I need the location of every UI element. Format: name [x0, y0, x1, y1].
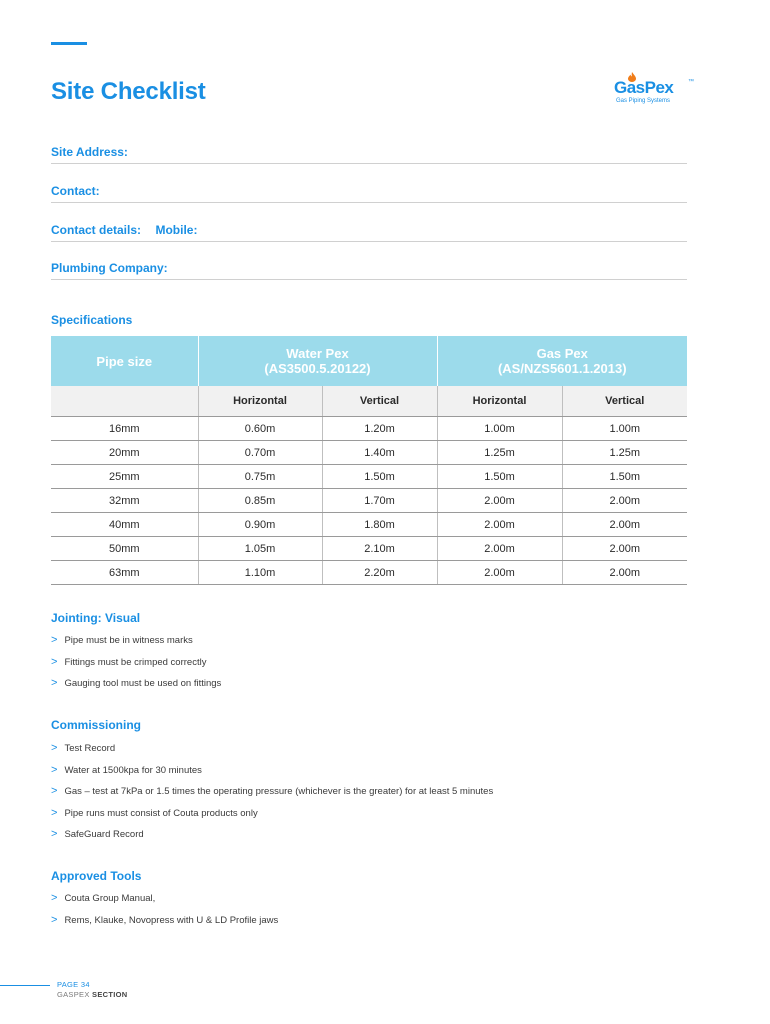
- jointing-heading: Jointing: Visual: [51, 611, 141, 625]
- list-item-text: Gas – test at 7kPa or 1.5 times the operating pressure (whichever is the greater) for at least 5 minutes: [64, 786, 494, 797]
- table-cell: 2.00m: [437, 513, 562, 537]
- table-cell: 1.25m: [437, 441, 562, 465]
- gaspex-logo: [612, 74, 702, 108]
- specifications-table: [51, 336, 687, 585]
- subheader-blank: [51, 386, 198, 417]
- contact-field[interactable]: [51, 182, 687, 203]
- list-item-text: Rems, Klauke, Novopress with U & LD Profile jaws: [64, 914, 279, 926]
- pipe-size-header-label: Pipe size: [96, 353, 153, 369]
- site-address-field[interactable]: [51, 143, 687, 164]
- subheader-water-vertical: Vertical: [322, 386, 437, 417]
- table-cell: 1.00m: [562, 417, 687, 441]
- table-cell: 2.00m: [562, 489, 687, 513]
- list-item-text: Gauging tool must be used on fittings: [64, 678, 222, 689]
- table-cell: 1.25m: [562, 441, 687, 465]
- table-cell: 1.20m: [322, 417, 437, 441]
- chevron-right-icon: >: [51, 763, 58, 776]
- table-cell: 1.40m: [322, 441, 437, 465]
- table-cell: 0.60m: [198, 417, 322, 441]
- water-pex-standard: (AS3500.5.20122): [264, 361, 371, 376]
- table-row: [51, 513, 687, 537]
- pipe-size-cell: 20mm: [51, 441, 198, 465]
- list-item-text: Test Record: [64, 743, 116, 754]
- table-cell: 2.00m: [437, 537, 562, 561]
- list-item: [51, 764, 493, 786]
- subheader-water-horizontal: Horizontal: [198, 386, 322, 417]
- chevron-right-icon: >: [51, 913, 58, 926]
- table-row: [51, 465, 687, 489]
- subheader-gas-vertical: Vertical: [562, 386, 687, 417]
- table-row: [51, 561, 687, 585]
- pipe-size-cell: 16mm: [51, 417, 198, 441]
- list-item-text: Pipe runs must consist of Couta products only: [64, 807, 258, 819]
- table-cell: 2.20m: [322, 561, 437, 585]
- table-cell: 1.50m: [437, 465, 562, 489]
- table-cell: 0.75m: [198, 465, 322, 489]
- footer-page-number: PAGE 34: [57, 980, 90, 989]
- list-item-text: SafeGuard Record: [64, 829, 144, 840]
- pipe-size-cell: 63mm: [51, 561, 198, 585]
- list-item: [51, 828, 493, 850]
- footer-section-label: SECTION: [92, 990, 128, 999]
- approved-tools-heading: Approved Tools: [51, 869, 142, 883]
- list-item: [51, 914, 278, 936]
- table-cell: 2.10m: [322, 537, 437, 561]
- table-cell: 1.80m: [322, 513, 437, 537]
- table-cell: 1.70m: [322, 489, 437, 513]
- table-cell: 0.85m: [198, 489, 322, 513]
- contact-details-label: Contact details:: [51, 223, 142, 237]
- chevron-right-icon: >: [51, 828, 58, 840]
- list-item-text: Water at 1500kpa for 30 minutes: [64, 764, 202, 776]
- chevron-right-icon: >: [51, 677, 58, 689]
- table-row: [51, 417, 687, 441]
- plumbing-company-field[interactable]: [51, 259, 687, 280]
- table-row: [51, 489, 687, 513]
- list-item: [51, 742, 493, 764]
- accent-line: [51, 42, 87, 45]
- chevron-right-icon: >: [51, 634, 58, 646]
- table-cell: 0.90m: [198, 513, 322, 537]
- list-item: [51, 656, 221, 678]
- water-pex-header: [198, 336, 437, 386]
- list-item-text: Pipe must be in witness marks: [64, 635, 193, 646]
- plumbing-company-label: Plumbing Company:: [51, 261, 168, 275]
- specifications-heading: Specifications: [51, 313, 133, 327]
- table-cell: 2.00m: [437, 561, 562, 585]
- list-item: [51, 677, 221, 699]
- contact-label: Contact:: [51, 184, 100, 198]
- table-cell: 2.00m: [562, 561, 687, 585]
- commissioning-list: [51, 742, 493, 850]
- table-cell: 2.00m: [437, 489, 562, 513]
- gas-pex-header: [437, 336, 687, 386]
- chevron-right-icon: >: [51, 655, 58, 668]
- list-item: [51, 892, 278, 914]
- subheader-gas-horizontal: Horizontal: [437, 386, 562, 417]
- gas-pex-standard: (AS/NZS5601.1.2013): [497, 361, 627, 376]
- site-address-label: Site Address:: [51, 145, 128, 159]
- list-item-text: Couta Group Manual,: [64, 893, 156, 904]
- table-row: [51, 441, 687, 465]
- table-row: [51, 537, 687, 561]
- logo-wordmark: GasPex: [614, 78, 674, 97]
- contact-details-field[interactable]: [51, 221, 687, 242]
- commissioning-heading: Commissioning: [51, 718, 142, 732]
- footer-section: [57, 990, 127, 999]
- gas-pex-label: Gas Pex: [536, 346, 588, 361]
- chevron-right-icon: >: [51, 892, 58, 904]
- table-cell: 1.05m: [198, 537, 322, 561]
- pipe-size-cell: 32mm: [51, 489, 198, 513]
- page-title: Site Checklist: [51, 78, 206, 105]
- pipe-size-cell: 40mm: [51, 513, 198, 537]
- footer-section-prefix: GASPEX: [57, 990, 90, 999]
- list-item: [51, 634, 221, 656]
- list-item: [51, 785, 493, 807]
- table-cell: 1.50m: [562, 465, 687, 489]
- table-cell: 1.00m: [437, 417, 562, 441]
- pipe-size-cell: 50mm: [51, 537, 198, 561]
- logo-trademark: ™: [688, 79, 694, 85]
- pipe-size-cell: 25mm: [51, 465, 198, 489]
- chevron-right-icon: >: [51, 742, 58, 754]
- table-cell: 1.10m: [198, 561, 322, 585]
- list-item: [51, 807, 493, 829]
- table-cell: 0.70m: [198, 441, 322, 465]
- water-pex-label: Water Pex: [286, 346, 349, 361]
- mobile-label: Mobile:: [155, 223, 198, 237]
- chevron-right-icon: >: [51, 806, 58, 819]
- footer-line: [0, 985, 50, 986]
- pipe-size-header: [51, 336, 198, 386]
- table-cell: 2.00m: [562, 537, 687, 561]
- chevron-right-icon: >: [51, 785, 58, 797]
- table-cell: 2.00m: [562, 513, 687, 537]
- list-item-text: Fittings must be crimped correctly: [64, 656, 207, 668]
- jointing-list: [51, 634, 221, 699]
- table-cell: 1.50m: [322, 465, 437, 489]
- approved-tools-list: [51, 892, 278, 935]
- logo-tagline: Gas Piping Systems: [616, 98, 671, 104]
